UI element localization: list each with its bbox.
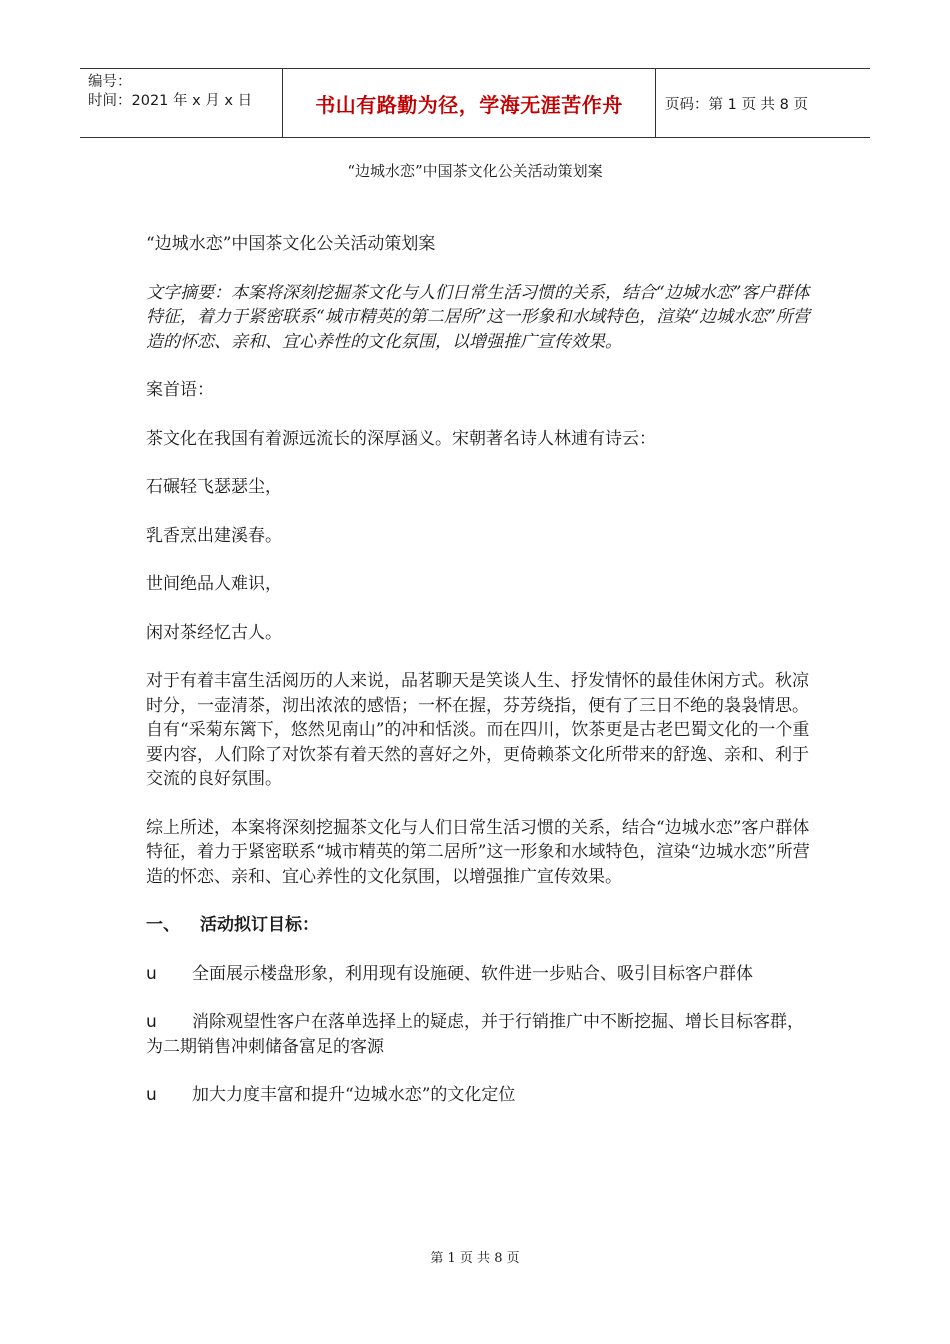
bullet-mark: u (146, 1085, 157, 1105)
header-meta-cell (80, 69, 283, 137)
poem-line: 闲对茶经忆古人。 (146, 622, 282, 643)
bullet-mark: u (146, 963, 157, 984)
section-heading (146, 913, 816, 938)
body-paragraph-1: 对于有着丰富生活阅历的人来说，品茗聊天是笑谈人生、抒发情怀的最佳休闲方式。秋凉时分，一壶清茶，沏出浓浓的感悟；一杯在握，芬芳绕指，便有了三日不绝的袅袅情思。自有“采菊东篱下，悠然见南山”的冲和恬淡。而在四川，饮茶更是古老巴蜀文化的一个重要内容，人们除了对饮茶有着天然的喜好之外，更倚赖茶文化所带来的舒逸、亲和、利于交流的良好氛围。 (146, 671, 810, 789)
poem-line: 乳香烹出建溪春。 (146, 525, 282, 546)
document-body (146, 232, 816, 1132)
body-title: “边城水恋”中国茶文化公关活动策划案 (146, 234, 436, 254)
preface-label: 案首语： (146, 380, 214, 400)
header-page-info: 页码：第 1 页 共 8 页 (665, 96, 808, 113)
bullet-item (146, 1010, 816, 1059)
intro-paragraph: 茶文化在我国有着源远流长的深厚涵义。宋朝著名诗人林逋有诗云： (146, 428, 656, 449)
bullet-text: 加大力度丰富和提升“边城水恋”的文化定位 (192, 1085, 516, 1105)
doc-number-label: 编号： (88, 74, 132, 90)
bullet-mark: u (146, 1012, 157, 1032)
section-title: 活动拟订目标： (200, 915, 319, 935)
bullet-item (146, 1083, 816, 1108)
poem-line: 世间绝品人难识， (146, 574, 282, 594)
bullet-item (146, 962, 816, 987)
header-table (80, 68, 870, 138)
document-title-header: “边城水恋”中国茶文化公关活动策划案 (347, 162, 603, 180)
abstract-paragraph: 文字摘要：本案将深刻挖掘茶文化与人们日常生活习惯的关系，结合“边城水恋”客户群体特征，着力于紧密联系“城市精英的第二居所”这一形象和水域特色，渲染“边城水恋”所营造的怀恋、亲和、宜心养性的文化氛围，以增强推广宣传效果。 (146, 282, 810, 352)
bullet-text: 消除观望性客户在落单选择上的疑虑，并于行销推广中不断挖掘、增长目标客群，为二期销售冲刺储备富足的客源 (146, 1012, 804, 1057)
section-number: 一、 (146, 915, 180, 935)
page-footer: 第 1 页 共 8 页 (430, 1251, 520, 1266)
body-paragraph-2: 综上所述，本案将深刻挖掘茶文化与人们日常生活习惯的关系，结合“边城水恋”客户群体特征，着力于紧密联系“城市精英的第二居所”这一形象和水域特色，渲染“边城水恋”所营造的怀恋、亲和、宜心养性的文化氛围，以增强推广宣传效果。 (146, 817, 810, 887)
header-motto: 书山有路勤为径，学海无涯苦作舟 (283, 69, 656, 137)
bullet-text: 全面展示楼盘形象，利用现有设施硬、软件进一步贴合、吸引目标客户群体 (192, 963, 753, 984)
poem-line: 石碾轻飞瑟瑟尘， (146, 477, 282, 497)
doc-time-label: 时间：2021 年 x 月 x 日 (88, 93, 253, 109)
